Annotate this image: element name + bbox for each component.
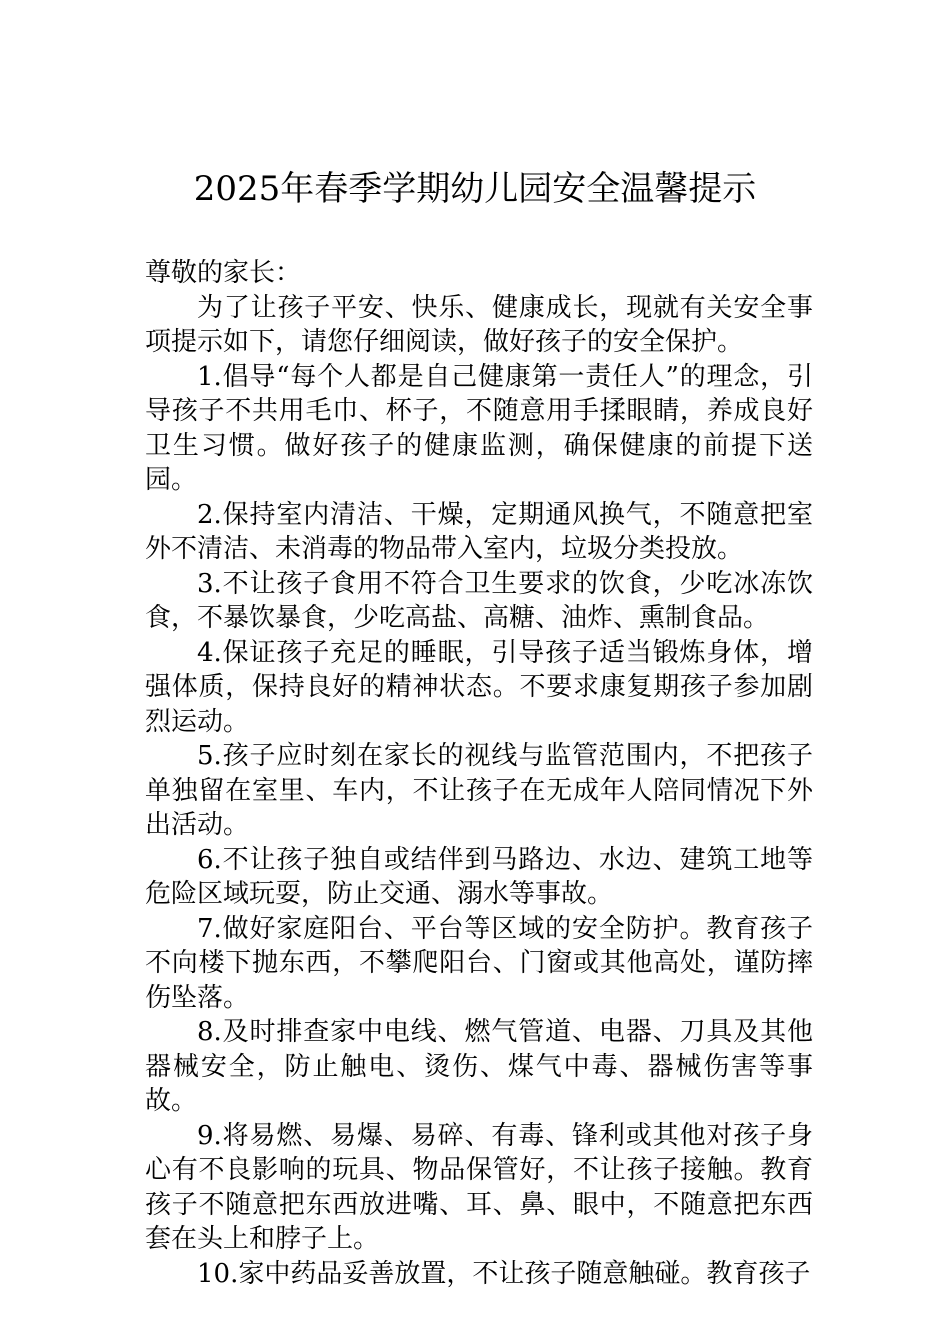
tip-item-7: 7.做好家庭阳台、平台等区域的安全防护。教育孩子不向楼下抛东西，不攀爬阳台、门窗或其他高处，谨防摔伤坠落。 — [145, 913, 813, 1013]
tip-item-1: 1.倡导“每个人都是自己健康第一责任人”的理念，引导孩子不共用毛巾、杯子，不随意用手揉眼睛，养成良好卫生习惯。做好孩子的健康监测，确保健康的前提下送园。 — [145, 361, 813, 495]
tip-item-6: 6.不让孩子独自或结伴到马路边、水边、建筑工地等危险区域玩耍，防止交通、溺水等事故。 — [145, 844, 813, 909]
document-title: 2025年春季学期幼儿园安全温馨提示 — [193, 169, 757, 209]
tip-item-5: 5.孩子应时刻在家长的视线与监管范围内，不把孩子单独留在室里、车内，不让孩子在无成年人陪同情况下外出活动。 — [145, 741, 813, 840]
tip-item-9: 9.将易燃、易爆、易碎、有毒、锋利或其他对孩子身心有不良影响的玩具、物品保管好，不让孩子接触。教育孩子不随意把东西放进嘴、耳、鼻、眼中，不随意把东西套在头上和脖子上。 — [145, 1120, 813, 1254]
intro-paragraph: 为了让孩子平安、快乐、健康成长，现就有关安全事项提示如下，请您仔细阅读，做好孩子的安全保护。 — [145, 292, 813, 357]
tip-item-4: 4.保证孩子充足的睡眠，引导孩子适当锻炼身体，增强体质，保持良好的精神状态。不要求康复期孩子参加剧烈运动。 — [145, 637, 813, 737]
tip-item-8: 8.及时排查家中电线、燃气管道、电器、刀具及其他器械安全，防止触电、烫伤、煤气中毒、器械伤害等事故。 — [145, 1017, 813, 1116]
document-body — [145, 256, 813, 1291]
tip-item-2: 2.保持室内清洁、干燥，定期通风换气，不随意把室外不清洁、未消毒的物品带入室内，垃圾分类投放。 — [145, 499, 813, 564]
tip-item-3: 3.不让孩子食用不符合卫生要求的饮食，少吃冰冻饮食，不暴饮暴食，少吃高盐、高糖、油炸、熏制食品。 — [145, 568, 813, 633]
salutation: 尊敬的家长： — [145, 258, 302, 288]
tip-item-10: 10.家中药品妥善放置，不让孩子随意触碰。教育孩子 — [197, 1258, 811, 1289]
